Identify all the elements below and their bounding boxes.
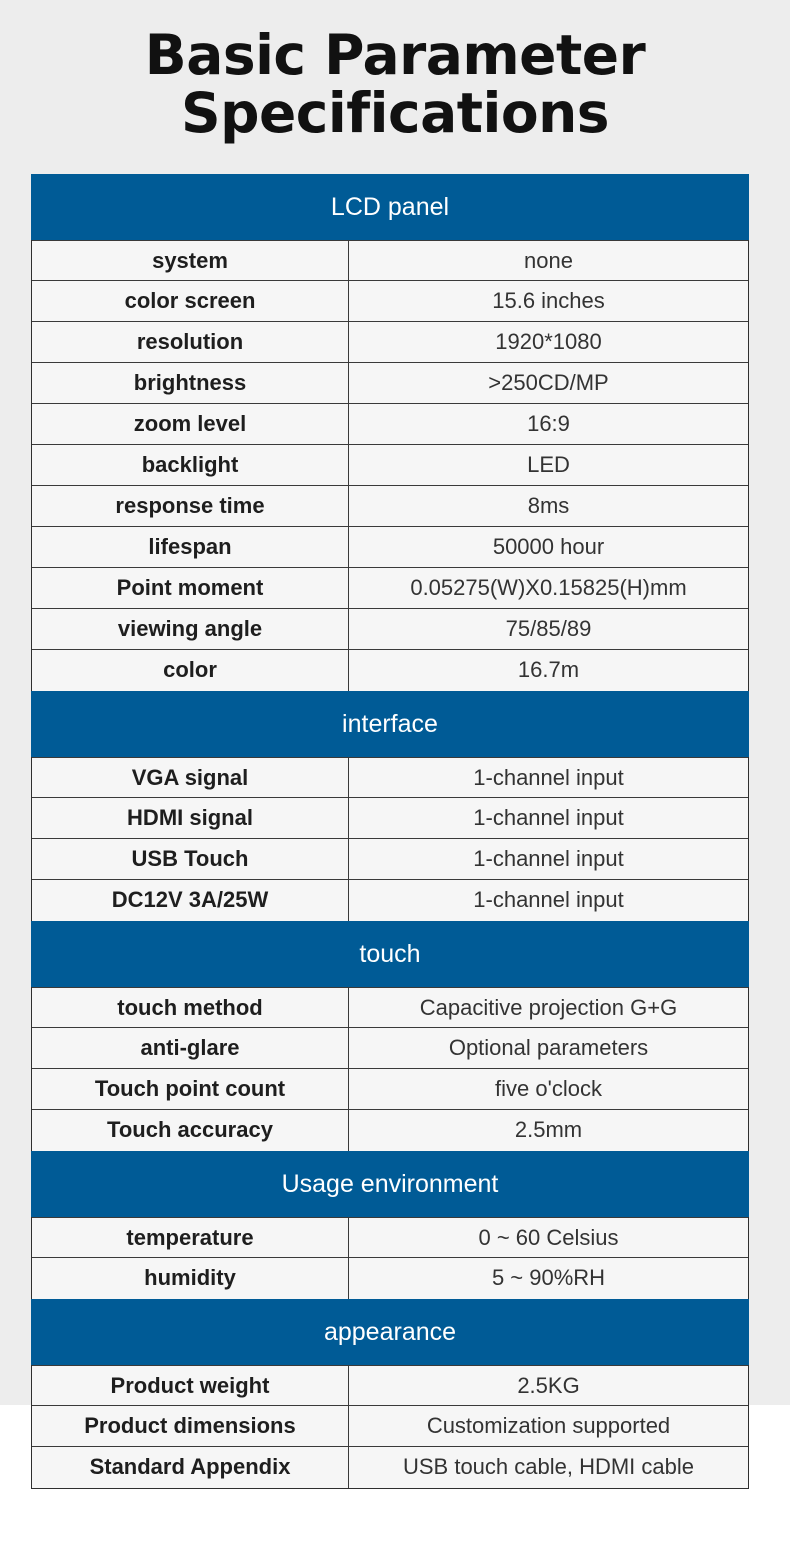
table-row	[32, 798, 748, 839]
param-name: zoom level	[32, 404, 349, 444]
param-value: 1-channel input	[473, 805, 624, 830]
table-row	[32, 987, 748, 1028]
table-row	[32, 363, 748, 404]
param-value: 16.7m	[517, 657, 580, 682]
table-row	[32, 1258, 748, 1299]
param-name: anti-glare	[32, 1028, 349, 1068]
table-row	[32, 650, 748, 691]
param-name: HDMI signal	[32, 798, 349, 838]
table-row	[32, 527, 748, 568]
page-title-line-2: Specifications	[180, 81, 610, 145]
param-name: backlight	[32, 445, 349, 485]
param-name: system	[32, 241, 349, 280]
section-heading: appearance	[31, 1299, 749, 1365]
param-name: color	[32, 650, 349, 691]
param-value: 50000 hour	[492, 534, 605, 559]
param-name: lifespan	[32, 527, 349, 567]
section-heading: LCD panel	[31, 174, 749, 240]
param-value: >250CD/MP	[488, 370, 609, 395]
spec-table	[31, 174, 749, 1489]
param-name: touch method	[32, 988, 349, 1027]
section-heading: interface	[31, 691, 749, 757]
param-name: Touch point count	[32, 1069, 349, 1109]
param-value: 0.05275(W)X0.15825(H)mm	[410, 575, 687, 600]
table-row	[32, 445, 748, 486]
table-row	[32, 486, 748, 527]
page-title-line-1: Basic Parameter	[144, 23, 646, 87]
param-value: 16:9	[527, 411, 570, 436]
param-name: Touch accuracy	[32, 1110, 349, 1151]
table-row	[32, 1406, 748, 1447]
param-name: resolution	[32, 322, 349, 362]
param-name: color screen	[32, 281, 349, 321]
table-row	[32, 1365, 748, 1406]
param-name: temperature	[32, 1218, 349, 1257]
table-row	[32, 1110, 748, 1151]
param-value: 2.5mm	[514, 1117, 583, 1142]
param-value: 5 ~ 90%RH	[491, 1265, 606, 1290]
param-value: Customization supported	[426, 1413, 671, 1438]
param-value: 8ms	[527, 493, 570, 518]
table-row	[32, 1447, 748, 1488]
param-value: Optional parameters	[448, 1035, 649, 1060]
param-value: 1920*1080	[495, 329, 602, 354]
table-row	[32, 757, 748, 798]
table-row	[32, 1217, 748, 1258]
param-name: response time	[32, 486, 349, 526]
param-value: LED	[527, 452, 570, 477]
table-row	[32, 281, 748, 322]
table-row	[32, 1069, 748, 1110]
param-name: Product weight	[32, 1366, 349, 1405]
param-value: 1-channel input	[473, 887, 624, 912]
section-heading: Usage environment	[31, 1151, 749, 1217]
table-row	[32, 839, 748, 880]
table-row	[32, 322, 748, 363]
table-row	[32, 568, 748, 609]
param-name: Point moment	[32, 568, 349, 608]
page-title	[0, 23, 790, 145]
param-value: none	[524, 248, 573, 273]
param-value: five o'clock	[495, 1076, 602, 1101]
param-name: humidity	[32, 1258, 349, 1299]
param-name: Standard Appendix	[32, 1447, 349, 1488]
param-name: Product dimensions	[32, 1406, 349, 1446]
section-heading: touch	[31, 921, 749, 987]
param-value: Capacitive projection G+G	[419, 995, 678, 1020]
table-row	[32, 609, 748, 650]
param-value: USB touch cable, HDMI cable	[402, 1454, 695, 1479]
param-value: 15.6 inches	[492, 288, 605, 313]
param-name: USB Touch	[32, 839, 349, 879]
table-row	[32, 240, 748, 281]
param-name: DC12V 3A/25W	[32, 880, 349, 921]
param-name: brightness	[32, 363, 349, 403]
param-value: 1-channel input	[473, 846, 624, 871]
param-value: 0 ~ 60 Celsius	[478, 1225, 619, 1250]
param-name: VGA signal	[32, 758, 349, 797]
table-row	[32, 1028, 748, 1069]
table-row	[32, 880, 748, 921]
param-value: 75/85/89	[505, 616, 592, 641]
param-value: 1-channel input	[473, 765, 624, 790]
table-row	[32, 404, 748, 445]
param-value: 2.5KG	[517, 1373, 580, 1398]
param-name: viewing angle	[32, 609, 349, 649]
